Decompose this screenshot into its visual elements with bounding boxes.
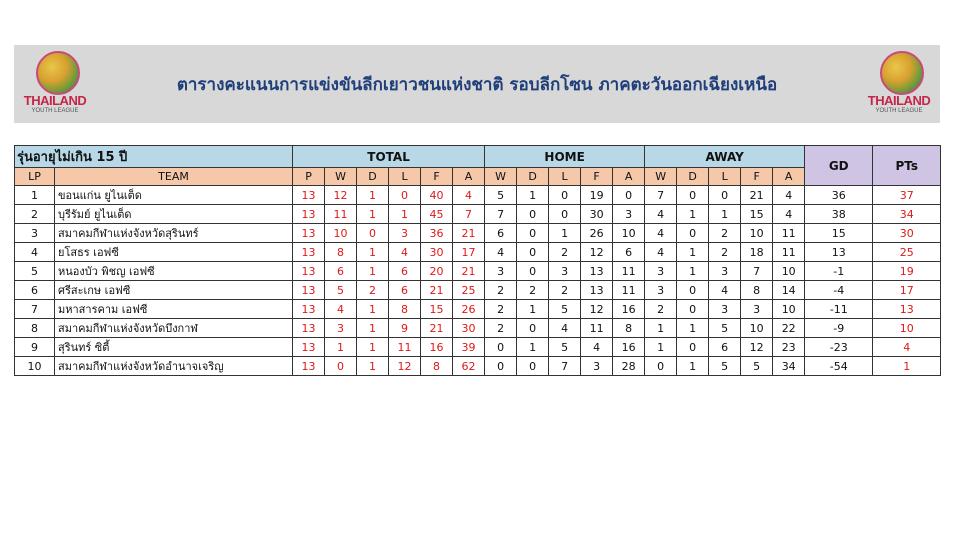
cell-total: 3 (389, 224, 421, 243)
cell-pts: 17 (873, 281, 941, 300)
cell-total: 13 (293, 300, 325, 319)
cell-away: 6 (709, 338, 741, 357)
cell-total: 17 (453, 243, 485, 262)
cell-home: 10 (613, 224, 645, 243)
cell-gd: 13 (805, 243, 873, 262)
cell-lp: 9 (15, 338, 55, 357)
cell-home: 5 (549, 300, 581, 319)
cell-gd: 36 (805, 186, 873, 205)
cell-total: 9 (389, 319, 421, 338)
cell-gd: 15 (805, 224, 873, 243)
cell-away: 0 (677, 186, 709, 205)
cell-team: สุรินทร์ ซิตี้ (55, 338, 293, 357)
cell-total: 13 (293, 338, 325, 357)
cell-total: 45 (421, 205, 453, 224)
cell-total: 4 (325, 300, 357, 319)
column-header-row (15, 168, 941, 186)
cell-team: ยโสธร เอฟซี (55, 243, 293, 262)
cell-home: 8 (613, 319, 645, 338)
cell-away: 3 (741, 300, 773, 319)
cell-home: 11 (581, 319, 613, 338)
cell-total: 13 (293, 319, 325, 338)
cell-lp: 4 (15, 243, 55, 262)
thailand-youth-league-logo-right (862, 49, 936, 119)
cell-total: 39 (453, 338, 485, 357)
standings-body (15, 186, 941, 376)
cell-home: 0 (485, 338, 517, 357)
cell-home: 13 (581, 281, 613, 300)
cell-home: 7 (485, 205, 517, 224)
cell-team: สมาคมกีฬาแห่งจังหวัดบึงกาฬ (55, 319, 293, 338)
col-header-home: W (485, 168, 517, 186)
cell-home: 11 (613, 262, 645, 281)
col-header-team: TEAM (55, 168, 293, 186)
cell-total: 1 (357, 319, 389, 338)
cell-total: 36 (421, 224, 453, 243)
cell-away: 3 (709, 300, 741, 319)
cell-home: 0 (517, 319, 549, 338)
cell-total: 8 (421, 357, 453, 376)
cell-total: 11 (325, 205, 357, 224)
cell-total: 16 (421, 338, 453, 357)
cell-home: 3 (613, 205, 645, 224)
col-header-total: W (325, 168, 357, 186)
cell-total: 21 (453, 262, 485, 281)
cell-away: 10 (741, 224, 773, 243)
cell-total: 30 (421, 243, 453, 262)
cell-away: 5 (741, 357, 773, 376)
col-header-away: L (709, 168, 741, 186)
cell-home: 6 (613, 243, 645, 262)
cell-pts: 34 (873, 205, 941, 224)
cell-total: 0 (357, 224, 389, 243)
home-group-header: HOME (485, 146, 645, 168)
cell-away: 0 (645, 357, 677, 376)
cell-away: 22 (773, 319, 805, 338)
cell-total: 40 (421, 186, 453, 205)
cell-home: 30 (581, 205, 613, 224)
cell-away: 23 (773, 338, 805, 357)
page-title: ตารางคะแนนการแข่งขันลีกเยาวชนแห่งชาติ รอบลีกโซน ภาคตะวันออกเฉียงเหนือ (176, 75, 778, 95)
col-header-away: F (741, 168, 773, 186)
cell-total: 1 (357, 262, 389, 281)
cell-total: 8 (389, 300, 421, 319)
cell-total: 10 (325, 224, 357, 243)
cell-total: 21 (453, 224, 485, 243)
cell-gd: -9 (805, 319, 873, 338)
cell-away: 0 (677, 281, 709, 300)
cell-away: 34 (773, 357, 805, 376)
cell-total: 26 (453, 300, 485, 319)
cell-away: 5 (709, 357, 741, 376)
cell-home: 11 (613, 281, 645, 300)
col-header-lp: LP (15, 168, 55, 186)
cell-team: สมาคมกีฬาแห่งจังหวัดอำนาจเจริญ (55, 357, 293, 376)
cell-away: 10 (773, 262, 805, 281)
cell-team: ขอนแก่น ยูไนเต็ด (55, 186, 293, 205)
cell-away: 10 (773, 300, 805, 319)
cell-home: 2 (485, 319, 517, 338)
cell-pts: 4 (873, 338, 941, 357)
cell-total: 6 (389, 262, 421, 281)
cell-home: 0 (517, 262, 549, 281)
cell-home: 0 (517, 224, 549, 243)
cell-total: 13 (293, 262, 325, 281)
cell-away: 12 (741, 338, 773, 357)
cell-total: 6 (389, 281, 421, 300)
logo-sub-text: YOUTH LEAGUE (31, 108, 79, 114)
cell-home: 0 (517, 205, 549, 224)
cell-total: 4 (389, 243, 421, 262)
table-row (15, 205, 941, 224)
cell-away: 1 (677, 243, 709, 262)
cell-home: 13 (581, 262, 613, 281)
cell-total: 1 (325, 338, 357, 357)
table-row (15, 281, 941, 300)
cell-pts: 13 (873, 300, 941, 319)
cell-home: 0 (549, 186, 581, 205)
col-header-away: A (773, 168, 805, 186)
cell-home: 4 (485, 243, 517, 262)
cell-home: 0 (485, 357, 517, 376)
cell-total: 7 (453, 205, 485, 224)
table-row (15, 319, 941, 338)
cell-total: 21 (421, 319, 453, 338)
cell-pts: 37 (873, 186, 941, 205)
table-row (15, 186, 941, 205)
table-row (15, 224, 941, 243)
cell-home: 7 (549, 357, 581, 376)
col-header-home: A (613, 168, 645, 186)
cell-total: 1 (357, 357, 389, 376)
cell-home: 0 (613, 186, 645, 205)
cell-total: 20 (421, 262, 453, 281)
cell-lp: 6 (15, 281, 55, 300)
cell-home: 0 (517, 357, 549, 376)
age-group-label: รุ่นอายุไม่เกิน 15 ปี (15, 146, 293, 168)
cell-total: 8 (325, 243, 357, 262)
cell-away: 0 (677, 224, 709, 243)
col-header-total: A (453, 168, 485, 186)
cell-lp: 5 (15, 262, 55, 281)
cell-total: 13 (293, 281, 325, 300)
cell-home: 5 (485, 186, 517, 205)
cell-lp: 7 (15, 300, 55, 319)
cell-team: สมาคมกีฬาแห่งจังหวัดสุรินทร์ (55, 224, 293, 243)
col-header-total: F (421, 168, 453, 186)
header-banner (14, 45, 940, 123)
cell-gd: -4 (805, 281, 873, 300)
cell-home: 0 (549, 205, 581, 224)
cell-home: 12 (581, 300, 613, 319)
cell-total: 2 (357, 281, 389, 300)
cell-away: 1 (677, 357, 709, 376)
cell-gd: -1 (805, 262, 873, 281)
cell-away: 11 (773, 243, 805, 262)
col-header-away: D (677, 168, 709, 186)
col-header-home: L (549, 168, 581, 186)
cell-total: 62 (453, 357, 485, 376)
cell-total: 1 (357, 300, 389, 319)
col-header-home: D (517, 168, 549, 186)
standings-table (14, 145, 941, 376)
cell-total: 13 (293, 224, 325, 243)
col-header-away: W (645, 168, 677, 186)
cell-home: 2 (517, 281, 549, 300)
cell-away: 1 (677, 319, 709, 338)
cell-away: 5 (709, 319, 741, 338)
cell-team: มหาสารคาม เอฟซี (55, 300, 293, 319)
cell-gd: -11 (805, 300, 873, 319)
logo-brand-text: THAILAND (867, 93, 931, 108)
cell-away: 1 (645, 338, 677, 357)
cell-home: 28 (613, 357, 645, 376)
cell-home: 16 (613, 338, 645, 357)
cell-away: 8 (741, 281, 773, 300)
cell-away: 4 (773, 186, 805, 205)
cell-home: 5 (549, 338, 581, 357)
cell-team: ศรีสะเกษ เอฟซี (55, 281, 293, 300)
cell-away: 7 (645, 186, 677, 205)
cell-total: 3 (325, 319, 357, 338)
cell-total: 12 (389, 357, 421, 376)
cell-total: 4 (453, 186, 485, 205)
cell-total: 25 (453, 281, 485, 300)
cell-total: 1 (357, 338, 389, 357)
football-emblem-icon (36, 51, 80, 95)
group-header-row (15, 146, 941, 168)
cell-lp: 2 (15, 205, 55, 224)
cell-home: 12 (581, 243, 613, 262)
cell-gd: -54 (805, 357, 873, 376)
cell-away: 18 (741, 243, 773, 262)
cell-home: 2 (485, 281, 517, 300)
cell-away: 4 (709, 281, 741, 300)
cell-home: 4 (549, 319, 581, 338)
cell-lp: 1 (15, 186, 55, 205)
cell-total: 13 (293, 243, 325, 262)
table-row (15, 262, 941, 281)
cell-home: 26 (581, 224, 613, 243)
cell-away: 1 (677, 262, 709, 281)
cell-away: 10 (741, 319, 773, 338)
col-header-total: L (389, 168, 421, 186)
table-row (15, 243, 941, 262)
cell-team: หนองบัว พิชญ เอฟซี (55, 262, 293, 281)
cell-away: 11 (773, 224, 805, 243)
cell-lp: 8 (15, 319, 55, 338)
cell-pts: 1 (873, 357, 941, 376)
cell-away: 1 (677, 205, 709, 224)
cell-away: 1 (645, 319, 677, 338)
table-row (15, 338, 941, 357)
cell-away: 0 (677, 300, 709, 319)
cell-pts: 25 (873, 243, 941, 262)
cell-total: 0 (325, 357, 357, 376)
cell-pts: 30 (873, 224, 941, 243)
cell-away: 4 (645, 205, 677, 224)
cell-home: 1 (517, 300, 549, 319)
cell-away: 4 (645, 224, 677, 243)
cell-home: 4 (581, 338, 613, 357)
cell-away: 3 (645, 281, 677, 300)
cell-away: 3 (645, 262, 677, 281)
cell-lp: 3 (15, 224, 55, 243)
cell-total: 13 (293, 205, 325, 224)
col-header-total: P (293, 168, 325, 186)
cell-gd: 38 (805, 205, 873, 224)
cell-away: 1 (709, 205, 741, 224)
pts-header: PTs (873, 146, 941, 186)
cell-home: 19 (581, 186, 613, 205)
cell-away: 15 (741, 205, 773, 224)
cell-total: 30 (453, 319, 485, 338)
thailand-youth-league-logo-left (18, 49, 92, 119)
total-group-header: TOTAL (293, 146, 485, 168)
cell-total: 6 (325, 262, 357, 281)
cell-total: 1 (357, 243, 389, 262)
cell-total: 1 (389, 205, 421, 224)
cell-home: 16 (613, 300, 645, 319)
gd-header: GD (805, 146, 873, 186)
cell-away: 2 (709, 224, 741, 243)
cell-away: 2 (709, 243, 741, 262)
cell-total: 15 (421, 300, 453, 319)
cell-total: 5 (325, 281, 357, 300)
cell-home: 1 (517, 186, 549, 205)
cell-team: บุรีรัมย์ ยูไนเต็ด (55, 205, 293, 224)
cell-total: 1 (357, 186, 389, 205)
cell-pts: 19 (873, 262, 941, 281)
cell-home: 2 (485, 300, 517, 319)
cell-total: 12 (325, 186, 357, 205)
cell-away: 21 (741, 186, 773, 205)
logo-brand-text: THAILAND (23, 93, 87, 108)
cell-home: 2 (549, 281, 581, 300)
cell-home: 3 (485, 262, 517, 281)
cell-gd: -23 (805, 338, 873, 357)
cell-home: 2 (549, 243, 581, 262)
cell-pts: 10 (873, 319, 941, 338)
col-header-home: F (581, 168, 613, 186)
cell-lp: 10 (15, 357, 55, 376)
cell-away: 4 (645, 243, 677, 262)
cell-away: 14 (773, 281, 805, 300)
away-group-header: AWAY (645, 146, 805, 168)
cell-total: 13 (293, 357, 325, 376)
cell-home: 0 (517, 243, 549, 262)
col-header-total: D (357, 168, 389, 186)
cell-total: 1 (357, 205, 389, 224)
cell-away: 4 (773, 205, 805, 224)
cell-home: 6 (485, 224, 517, 243)
table-row (15, 357, 941, 376)
cell-away: 2 (645, 300, 677, 319)
logo-sub-text: YOUTH LEAGUE (875, 108, 923, 114)
cell-home: 3 (549, 262, 581, 281)
cell-home: 1 (517, 338, 549, 357)
cell-away: 3 (709, 262, 741, 281)
cell-total: 0 (389, 186, 421, 205)
cell-away: 0 (677, 338, 709, 357)
football-emblem-icon (880, 51, 924, 95)
cell-home: 3 (581, 357, 613, 376)
cell-total: 21 (421, 281, 453, 300)
cell-home: 1 (549, 224, 581, 243)
table-row (15, 300, 941, 319)
cell-total: 11 (389, 338, 421, 357)
cell-total: 13 (293, 186, 325, 205)
cell-away: 7 (741, 262, 773, 281)
cell-away: 0 (709, 186, 741, 205)
